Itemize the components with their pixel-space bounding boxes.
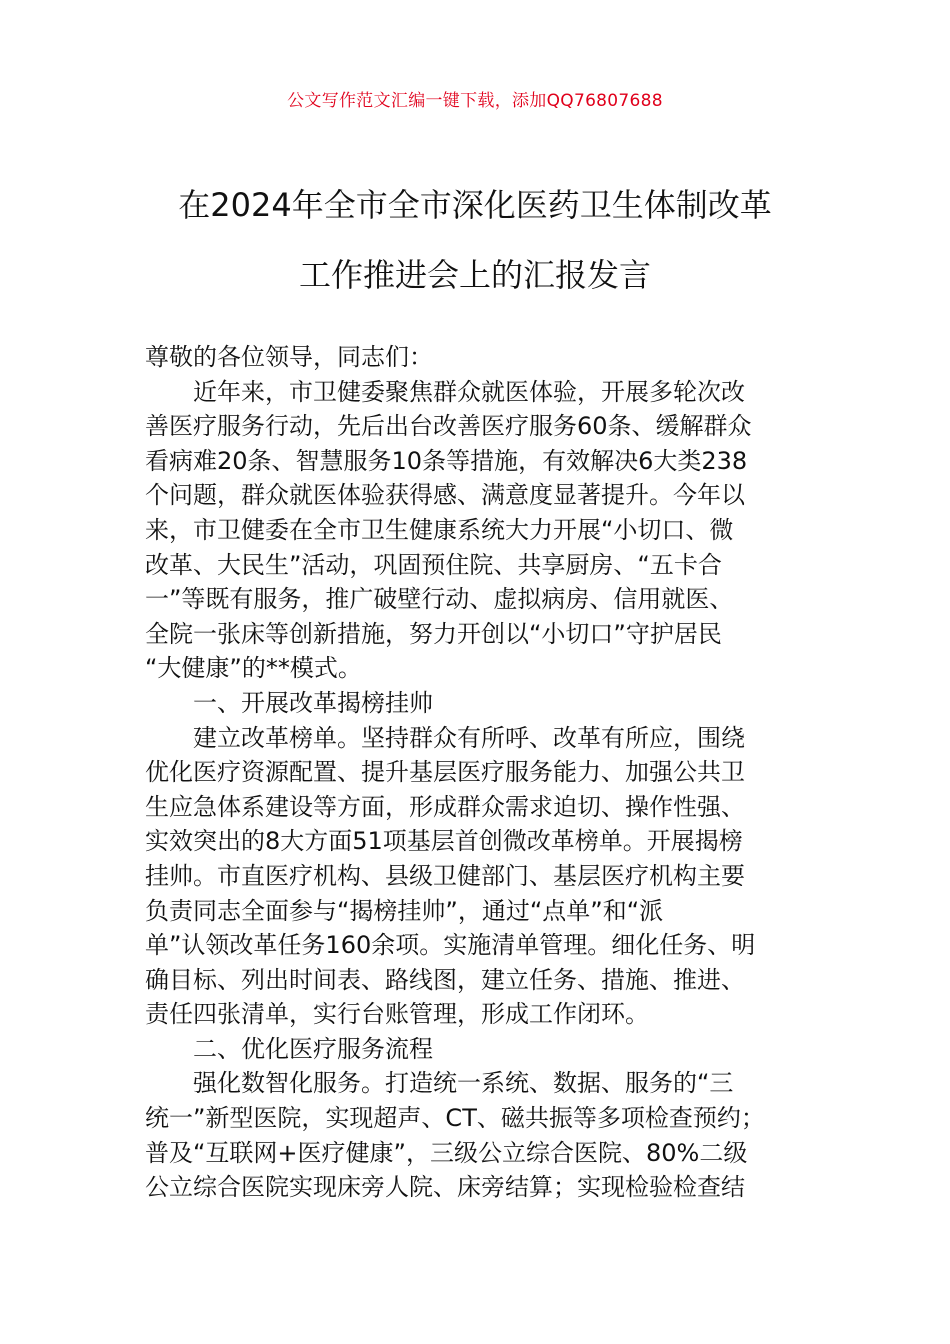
section-heading: 二、优化医疗服务流程 [193, 1034, 433, 1063]
paragraph-line: 统一”新型医院，实现超声、CT、磁共振等多项检查预约； [145, 1104, 765, 1133]
page-title-line-2: 工作推进会上的汇报发言 [298, 256, 651, 294]
paragraph-line: 生应急体系建设等方面，形成群众需求迫切、操作性强、 [145, 792, 745, 821]
salutation: 尊敬的各位领导，同志们： [145, 343, 433, 371]
page-title-line-1: 在2024年全市全市深化医药卫生体制改革 [178, 186, 772, 224]
download-notice: 公文写作范文汇编一键下载，添加QQ76807688 [287, 91, 663, 111]
paragraph-line: 强化数智化服务。打造统一系统、数据、服务的“三 [193, 1069, 734, 1098]
paragraph-line: 全院一张床等创新措施，努力开创以“小切口”守护居民 [145, 619, 722, 648]
paragraph-line: 确目标、列出时间表、路线图，建立任务、措施、推进、 [145, 965, 745, 994]
section-heading: 一、开展改革揭榜挂帅 [193, 688, 433, 717]
paragraph-line: 公立综合医院实现床旁人院、床旁结算；实现检验检查结 [145, 1173, 745, 1202]
paragraph-line: 责任四张清单，实行台账管理，形成工作闭环。 [145, 1000, 649, 1029]
paragraph-line: 看病难20条、智慧服务10条等措施，有效解决6大类238 [145, 446, 748, 475]
paragraph-line: 善医疗服务行动，先后出台改善医疗服务60条、缓解群众 [145, 412, 752, 441]
paragraph-line: 优化医疗资源配置、提升基层医疗服务能力、加强公共卫 [145, 758, 745, 787]
paragraph-line: 负责同志全面参与“揭榜挂帅”，通过“点单”和“派 [145, 896, 664, 925]
paragraph-line: 个问题，群众就医体验获得感、满意度显著提升。今年以 [145, 481, 745, 510]
paragraph-line: 来，市卫健委在全市卫生健康系统大力开展“小切口、微 [145, 515, 734, 544]
paragraph-line: 单”认领改革任务160余项。实施清单管理。细化任务、明 [145, 931, 756, 960]
paragraph-line: 挂帅。市直医疗机构、县级卫健部门、基层医疗机构主要 [145, 861, 745, 890]
paragraph-line: 近年来，市卫健委聚焦群众就医体验，开展多轮次改 [193, 377, 745, 406]
paragraph-line: 建立改革榜单。坚持群众有所呼、改革有所应，围绕 [193, 723, 745, 752]
paragraph-line: 实效突出的8大方面51项基层首创微改革榜单。开展揭榜 [145, 827, 743, 856]
paragraph-line: “大健康”的**模式。 [145, 654, 362, 683]
speech-body [145, 340, 813, 1205]
paragraph-line: 普及“互联网+医疗健康”，三级公立综合医院、80%二级 [145, 1138, 748, 1167]
paragraph-line: 一”等既有服务，推广破壁行动、虚拟病房、信用就医、 [145, 585, 734, 614]
paragraph-line: 改革、大民生”活动，巩固预住院、共享厨房、“五卡合 [145, 550, 722, 579]
